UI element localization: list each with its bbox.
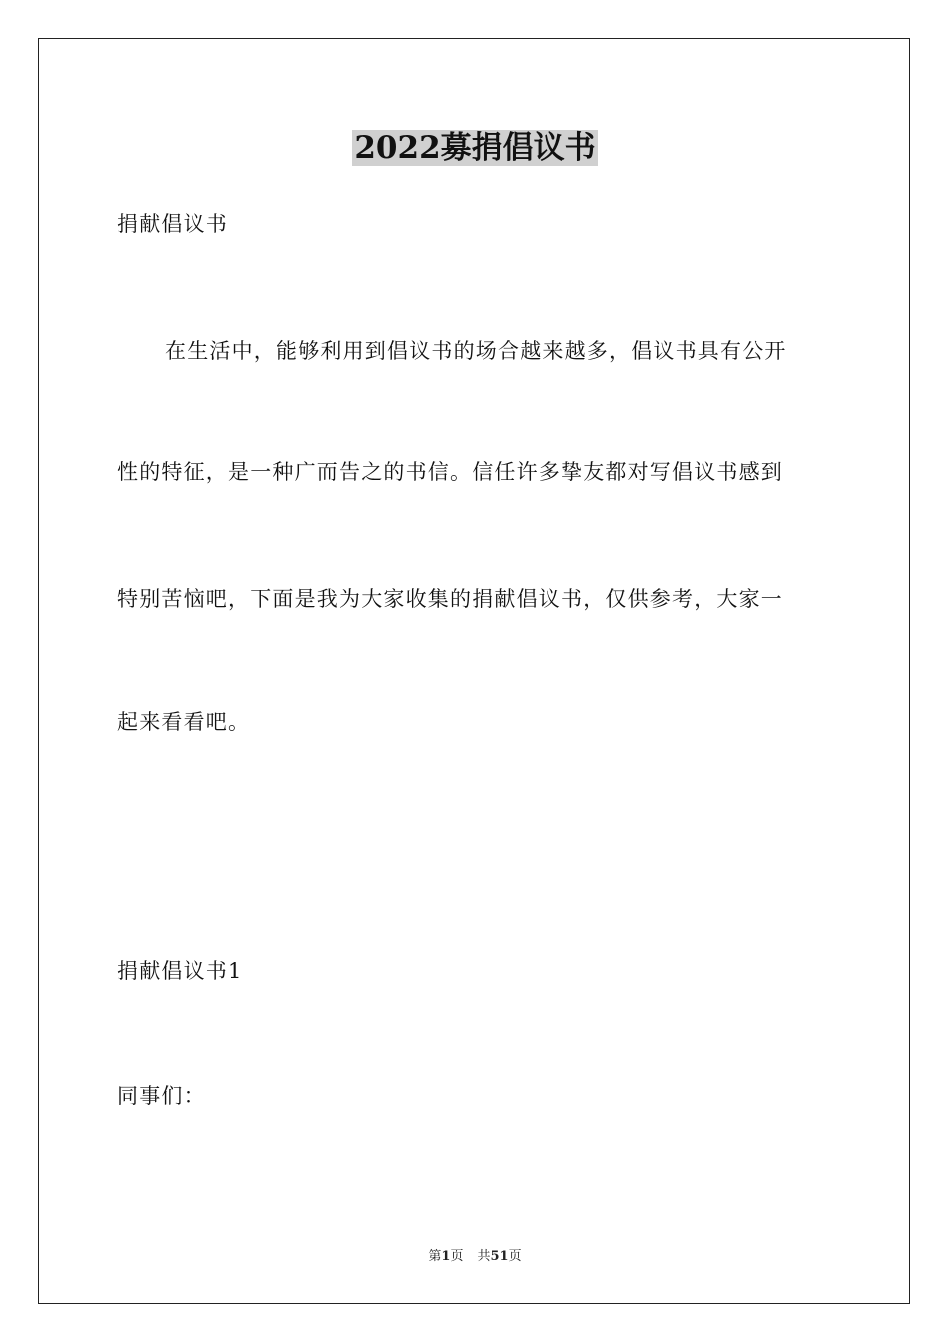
page-prefix: 第 xyxy=(428,1249,442,1264)
intro-line-2: 性的特征，是一种广而告之的书信。信任许多挚友都对写倡议书感到 xyxy=(117,460,783,484)
page-suffix: 页 xyxy=(450,1249,464,1264)
total-prefix: 共 xyxy=(477,1249,491,1264)
total-pages: 51 xyxy=(490,1249,509,1264)
intro-line-1: 在生活中，能够利用到倡议书的场合越来越多，倡议书具有公开 xyxy=(165,339,787,363)
section-heading: 捐献倡议书1 xyxy=(117,959,243,983)
subheading: 捐献倡议书 xyxy=(117,212,228,236)
intro-line-4: 起来看看吧。 xyxy=(117,710,251,734)
total-suffix: 页 xyxy=(508,1249,522,1264)
intro-line-3: 特别苦恼吧，下面是我为大家收集的捐献倡议书，仅供参考，大家一 xyxy=(117,587,783,611)
salutation: 同事们： xyxy=(117,1084,206,1108)
page-number: 1 xyxy=(441,1249,451,1264)
document-title xyxy=(0,126,950,170)
document-title-text: 2022募捐倡议书 xyxy=(354,130,596,166)
page-footer xyxy=(0,1248,950,1266)
